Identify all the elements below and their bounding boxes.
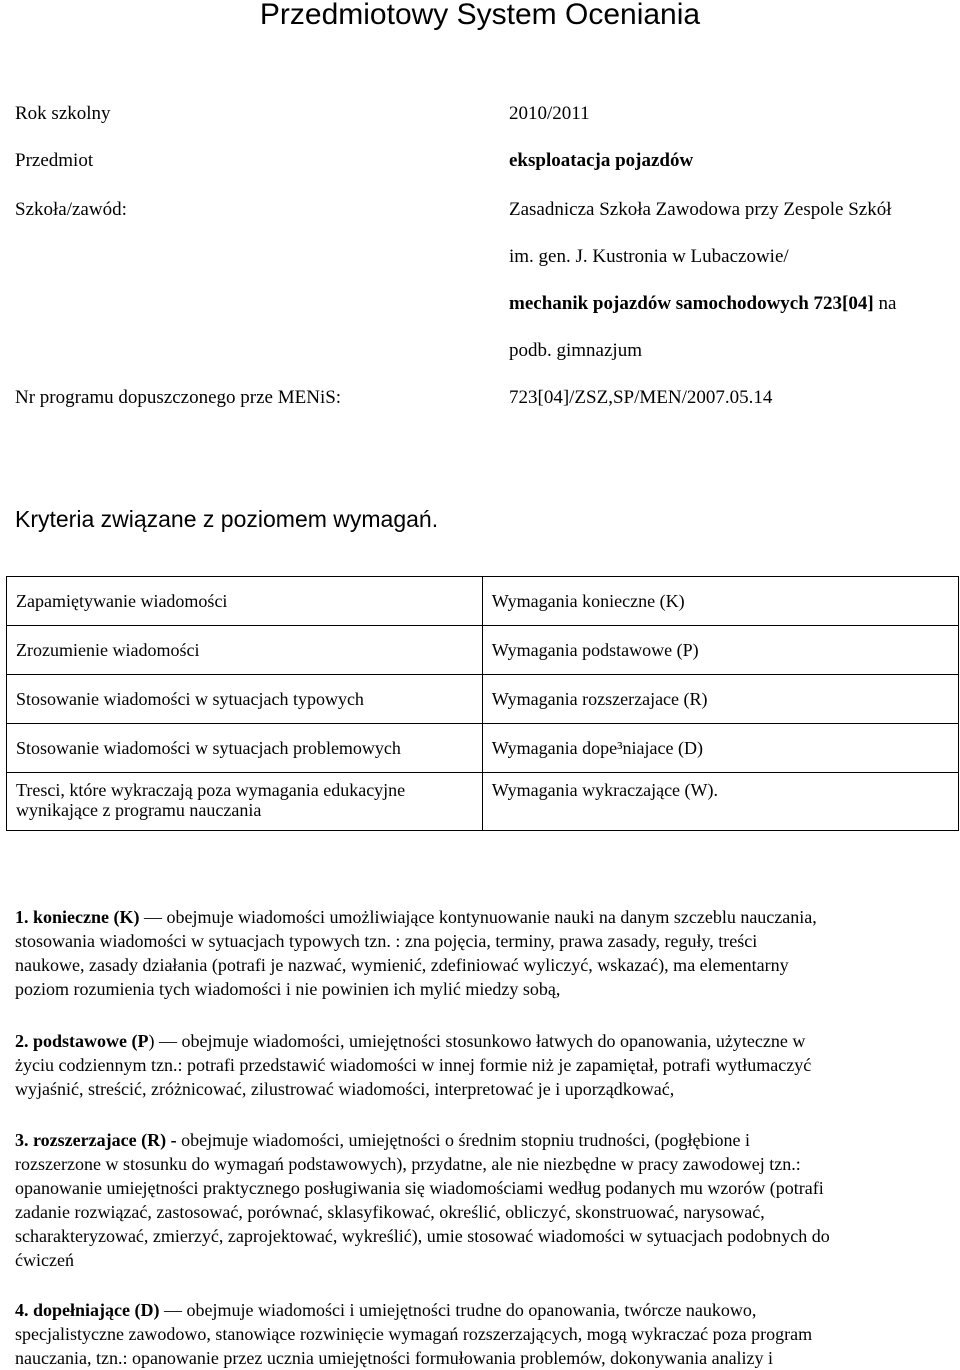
level-text: ) — obejmuje wiadomości, umiejętności stosunkowo łatwych do opanowania, użyteczne w	[148, 1031, 806, 1051]
level-text: poziom rozumienia tych wiadomości i nie powinien ich mylić miedzy sobą,	[15, 979, 561, 999]
level-text: — obejmuje wiadomości umożliwiające kontynuowanie nauki na danym szczeblu nauczania,	[139, 907, 817, 927]
level-text: scharakteryzować, zmierzyć, zaprojektować, wykreślić), umie stosować wiadomości w sytuacjach podobnych do	[15, 1226, 830, 1246]
level-text: naukowe, zasady działania (potrafi je nazwać, wymienić, zdefiniować wyliczyć, wskazać), ma elementarny	[15, 955, 789, 975]
table-row	[7, 675, 959, 724]
table-cell	[482, 773, 958, 831]
level-term-code: P	[137, 1031, 149, 1051]
level-term: dopełniające (D)	[33, 1300, 160, 1320]
table-row	[7, 577, 959, 626]
school-value-line: Zasadnicza Szkoła Zawodowa przy Zespole Szkół	[509, 199, 892, 220]
table-cell	[7, 724, 483, 773]
level-text: życiu codziennym tzn.: potrafi przedstawić wiadomości w innej formie niż je zapamiętał, potrafi wytłumaczyć	[15, 1055, 812, 1075]
table-cell	[7, 626, 483, 675]
level-text: nauczania, tzn.: opanowanie przez ucznia umiejętności formułowania problemów, dokonywania analizy i	[15, 1348, 774, 1368]
table-cell	[482, 577, 958, 626]
level-text: rozszerzone w stosunku do wymagań podstawowych), przydatne, ale nie niezbędne w pracy zawodowej tzn.:	[15, 1154, 801, 1174]
school-year-label: Rok szkolny	[15, 103, 111, 124]
school-label: Szkoła/zawód:	[15, 199, 127, 220]
level-paragraph	[15, 1128, 950, 1272]
level-number: 2.	[15, 1031, 29, 1051]
criteria-table	[6, 576, 959, 831]
level-text: zadanie rozwiązać, zastosować, porównać, sklasyfikować, określić, obliczyć, skonstruować, narysować,	[15, 1202, 765, 1222]
profession-suffix: na	[873, 293, 897, 314]
level-number: 1.	[15, 907, 29, 927]
level-number: 4.	[15, 1300, 29, 1320]
program-label: Nr programu dopuszczonego prze MENiS:	[15, 387, 342, 408]
table-cell	[7, 577, 483, 626]
criteria-left: Stosowanie wiadomości w sytuacjach problemowych	[16, 738, 401, 758]
table-row	[7, 724, 959, 773]
table-row	[7, 773, 959, 831]
subject-label: Przedmiot	[15, 150, 94, 171]
table-cell	[482, 675, 958, 724]
table-cell	[7, 675, 483, 724]
level-paragraph	[15, 905, 950, 1001]
level-term: konieczne (K)	[33, 907, 140, 927]
school-year-value: 2010/2011	[509, 103, 590, 124]
level-text: wyjaśnić, streścić, zróżnicować, zilustrować wiadomości, interpretować je i uporządkować,	[15, 1079, 675, 1099]
level-text: obejmuje wiadomości, umiejętności o średnim stopniu trudności, (pogłębione i	[176, 1130, 750, 1150]
level-term: rozszerzajace (R) -	[33, 1130, 177, 1150]
profession-name: mechanik pojazdów samochodowych 723[04]	[509, 293, 874, 314]
school-value-line: im. gen. J. Kustronia w Lubaczowie/	[509, 246, 789, 267]
criteria-left: Zapamiętywanie wiadomości	[16, 591, 228, 611]
level-text: ćwiczeń	[15, 1250, 74, 1270]
criteria-left: wynikające z programu nauczania	[16, 800, 262, 820]
criteria-right: Wymagania konieczne (K)	[491, 591, 685, 611]
criteria-right: Wymagania podstawowe (P)	[491, 640, 699, 660]
subject-value: eksploatacja pojazdów	[509, 150, 694, 171]
table-cell	[482, 724, 958, 773]
table-row	[7, 626, 959, 675]
level-number: 3.	[15, 1130, 29, 1150]
level-term: podstawowe (	[33, 1031, 138, 1051]
level-text: stosowania wiadomości w sytuacjach typowych tzn. : zna pojęcia, terminy, prawa zasady, reguły, treści	[15, 931, 758, 951]
school-value-line: podb. gimnazjum	[509, 340, 642, 361]
level-text: opanowanie umiejętności praktycznego posługiwania się wiadomościami według podanych mu wzorów (potrafi	[15, 1178, 824, 1198]
criteria-left: Stosowanie wiadomości w sytuacjach typowych	[16, 689, 364, 709]
criteria-heading: Kryteria związane z poziomem wymagań.	[15, 506, 439, 532]
level-paragraph	[15, 1298, 950, 1370]
program-value: 723[04]/ZSZ,SP/MEN/2007.05.14	[509, 387, 773, 408]
criteria-left: Tresci, które wykraczają poza wymagania edukacyjne	[16, 780, 406, 800]
page-title: Przedmiotowy System Oceniania	[259, 0, 701, 31]
criteria-right: Wymagania wykraczające (W).	[491, 780, 719, 800]
school-value-line	[509, 293, 896, 315]
table-cell	[482, 626, 958, 675]
criteria-right: Wymagania dope³niajace (D)	[491, 738, 703, 758]
level-text: specjalistyczne zawodowo, stanowiące rozwinięcie wymagań rozszerzających, mogą wykraczać poza program	[15, 1324, 813, 1344]
criteria-right: Wymagania rozszerzajace (R)	[491, 689, 708, 709]
level-paragraph	[15, 1029, 950, 1101]
table-cell	[7, 773, 483, 831]
criteria-left: Zrozumienie wiadomości	[16, 640, 200, 660]
level-text: — obejmuje wiadomości i umiejętności trudne do opanowania, twórcze naukowo,	[159, 1300, 757, 1320]
